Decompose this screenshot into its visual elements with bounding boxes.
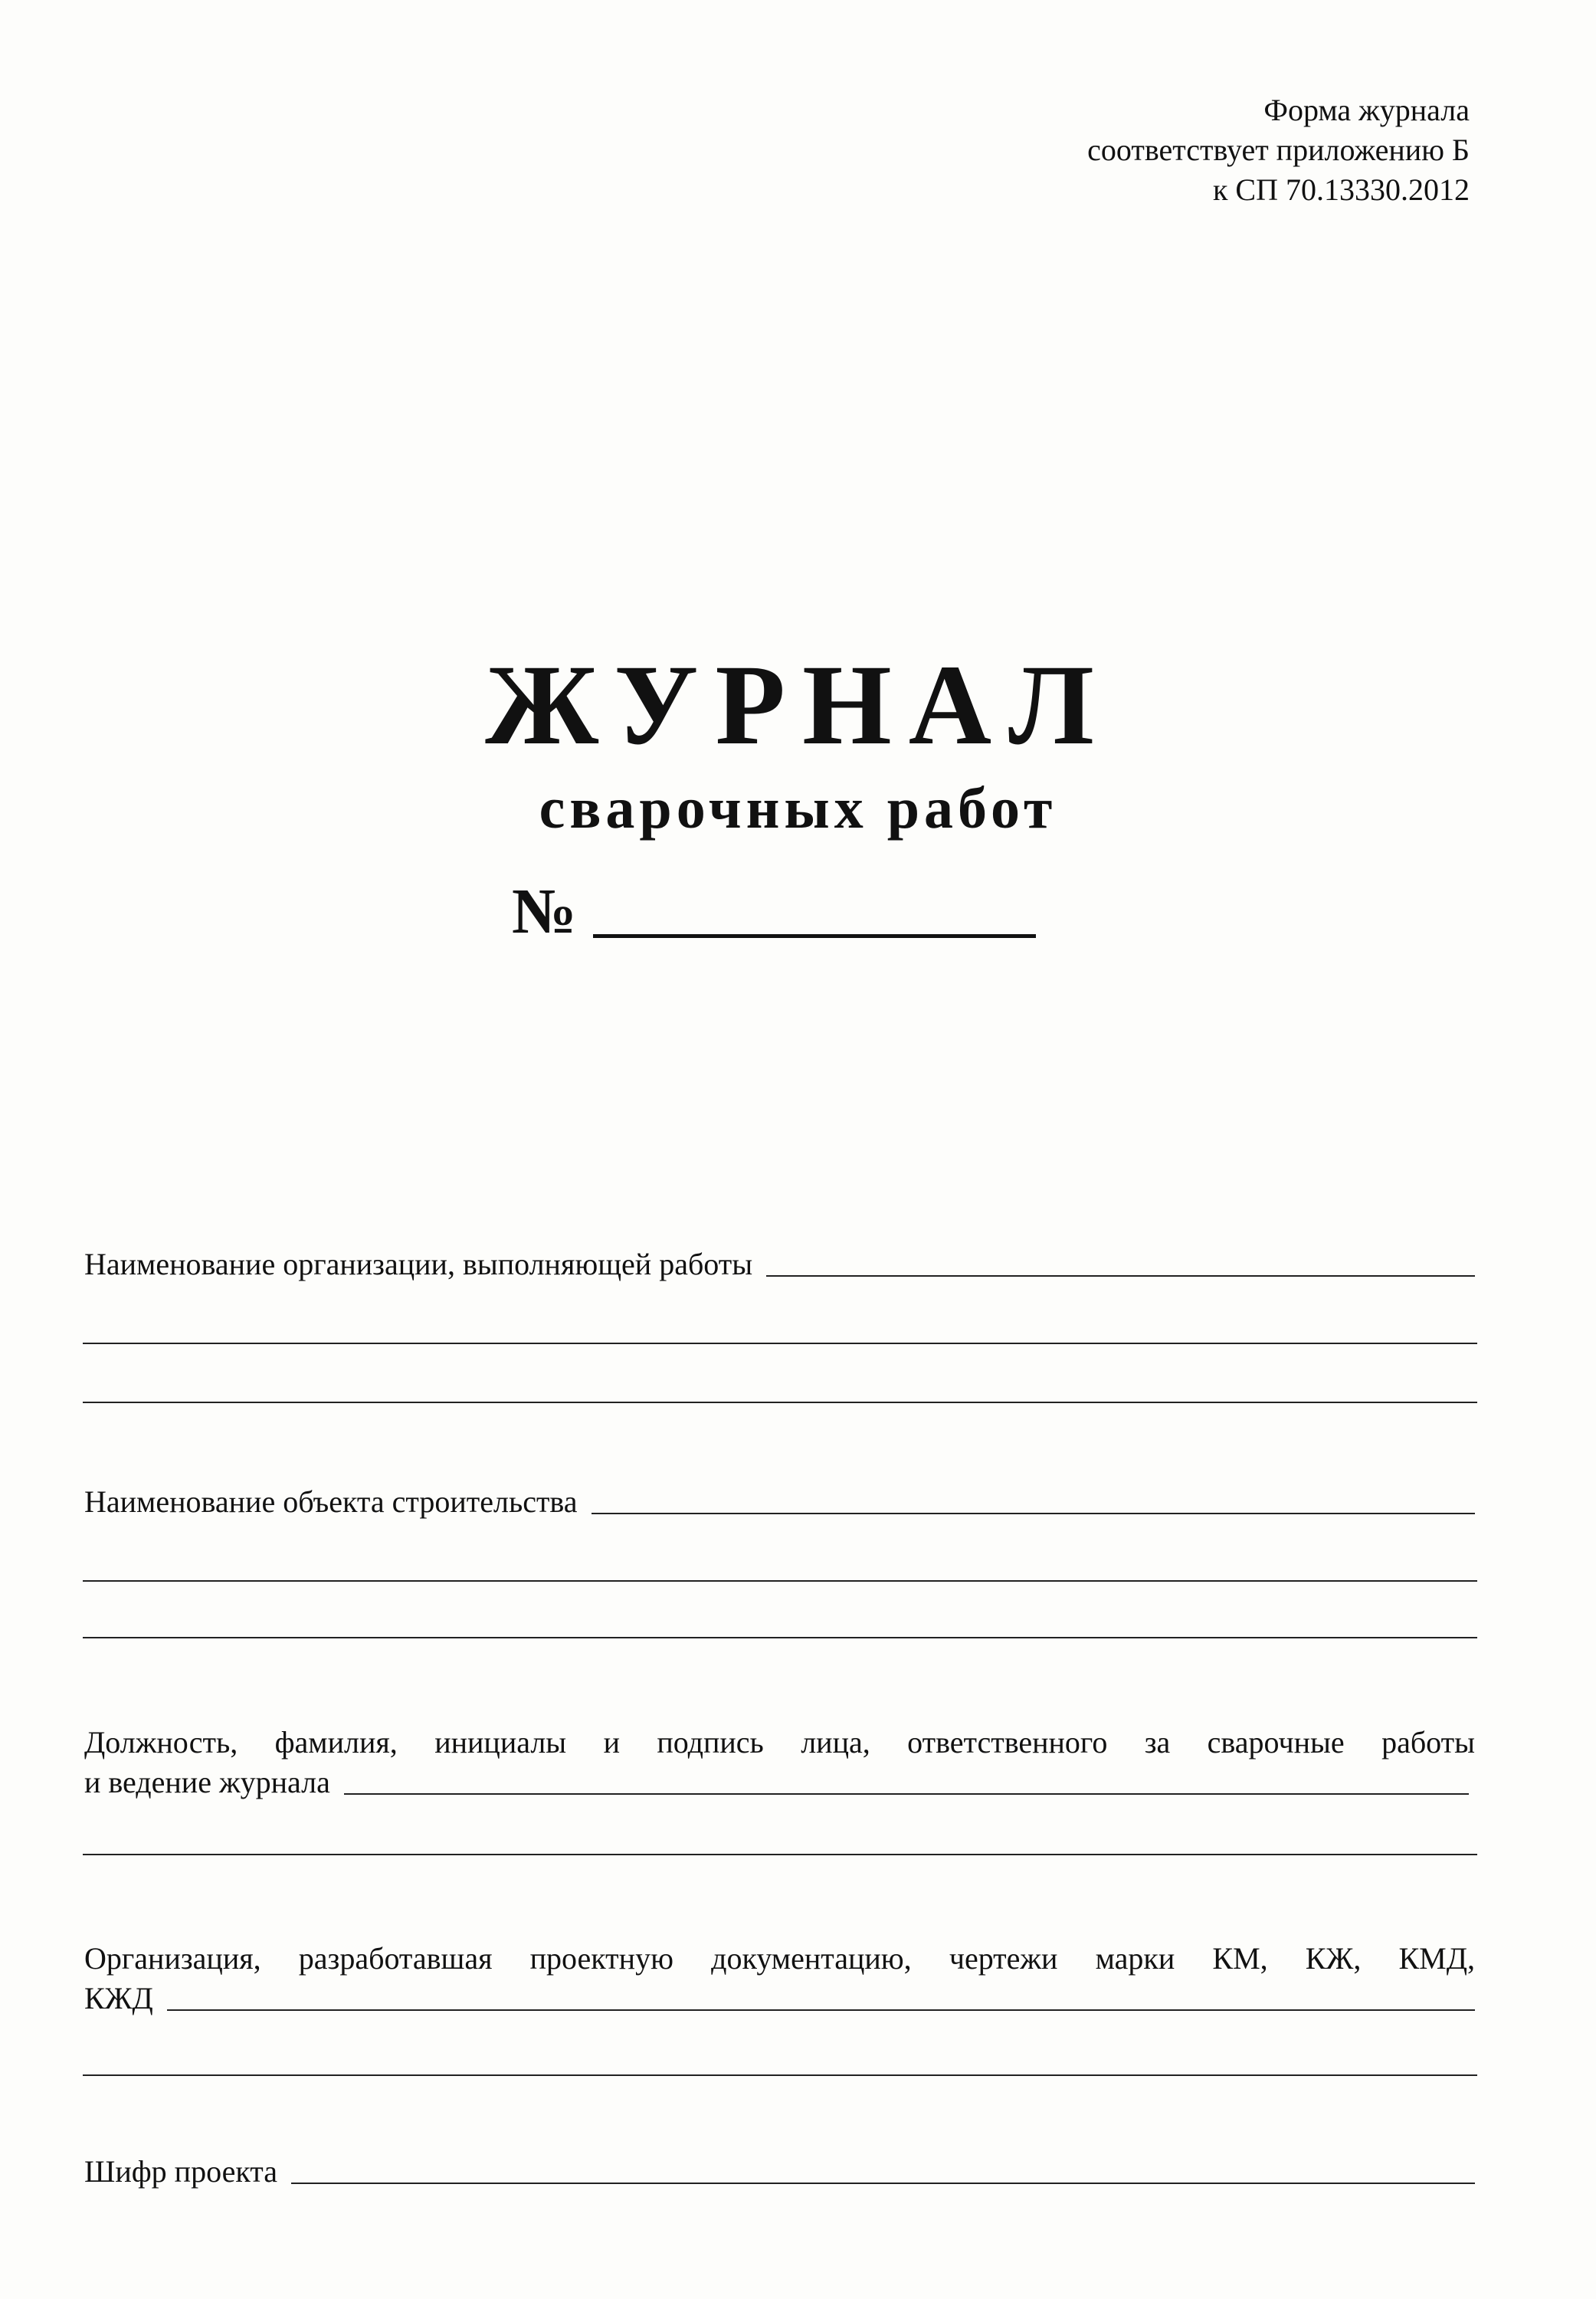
organization-field[interactable] <box>766 1275 1475 1277</box>
design-organization-field[interactable] <box>167 2009 1475 2011</box>
object-field[interactable] <box>592 1513 1475 1514</box>
design-organization-label: КЖД <box>84 1981 153 2015</box>
form-reference-note <box>1087 90 1470 210</box>
responsible-label: и ведение журнала <box>84 1765 330 1799</box>
responsible-field-line-2[interactable] <box>83 1854 1477 1855</box>
number-sign: № <box>512 876 577 947</box>
project-code-label: Шифр проекта <box>84 2154 277 2189</box>
object-field-row <box>84 1482 1475 1522</box>
journal-number-field[interactable] <box>593 934 1036 938</box>
responsible-field[interactable] <box>344 1793 1469 1795</box>
page-title: ЖУРНАЛ <box>485 641 1111 769</box>
page-subtitle: сварочных работ <box>539 776 1057 841</box>
organization-field-line-2[interactable] <box>83 1343 1477 1344</box>
organization-label: Наименование организации, выполняющей работы <box>84 1247 753 1281</box>
project-code-field-row <box>84 2152 1475 2192</box>
design-organization-field-line-2[interactable] <box>83 2074 1477 2076</box>
design-organization-field-row <box>84 1979 1475 2019</box>
form-reference-line-1: Форма журнала <box>1263 93 1470 127</box>
organization-field-row <box>84 1245 1475 1284</box>
object-label: Наименование объекта строительства <box>84 1484 578 1519</box>
form-reference-line-3: к СП 70.13330.2012 <box>1213 172 1470 207</box>
responsible-field-row <box>84 1763 1475 1802</box>
object-field-line-2[interactable] <box>83 1580 1477 1582</box>
responsible-person-text: Должность, фамилия, инициалы и подпись лица, ответственного за сварочные работы <box>84 1725 1475 1760</box>
organization-field-line-3[interactable] <box>83 1402 1477 1403</box>
design-organization-text: Организация, разработавшая проектную документацию, чертежи марки КМ, КЖ, КМД, <box>84 1941 1475 1976</box>
project-code-field[interactable] <box>291 2183 1475 2184</box>
journal-number-row <box>512 874 1036 950</box>
object-field-line-3[interactable] <box>83 1637 1477 1638</box>
form-reference-line-2: соответствует приложению Б <box>1087 133 1470 167</box>
